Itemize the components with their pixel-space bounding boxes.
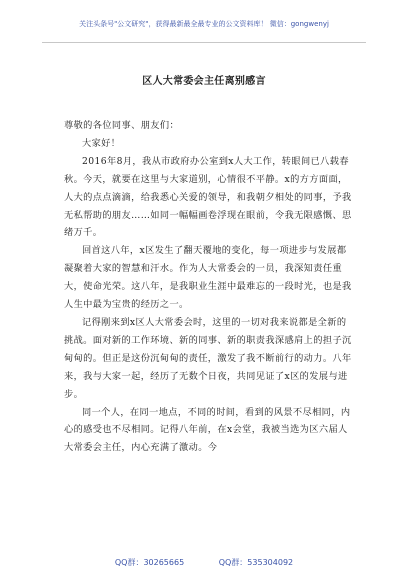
salutation: 尊敬的各位同事、朋友们： (64, 120, 180, 131)
footer (0, 557, 408, 568)
header-divider (42, 42, 366, 43)
greeting: 大家好！ (82, 137, 121, 149)
document-body (64, 117, 354, 457)
document-title: 区人大常委会主任离别感言 (142, 76, 266, 87)
header-notice: 关注头条号"公文研究"，获得最新最全最专业的公文资料库！ 微信：gongwenyj (79, 20, 329, 28)
footer-qq-group-2: QQ群：535304092 (218, 558, 294, 567)
paragraph-2: 回首这八年，x区发生了翻天覆地的变化，每一项进步与发展都凝聚着大家的智慧和汗水。作为人大常委会的一员，我深知责任重大，使命光荣。这八年，是我职业生涯中最难忘的一段时光，也是我人生中最为宝贵的经历之一。 (64, 245, 352, 311)
paragraph-3: 记得刚来到x区人大常委会时，这里的一切对我来说都是全新的挑战。面对新的工作环境、新的同事、新的职责我深感肩上的担子沉甸甸的。但正是这份沉甸甸的责任，激发了我不断前行的动力。八年来，我与大家一起，经历了无数个日夜，共同见证了x区的发展与进步。 (64, 316, 352, 400)
footer-qq-group-1: QQ群：30265665 (114, 558, 185, 567)
paragraph-1: 2016年8月，我从市政府办公室到x人大工作，转眼间已八载春秋。今天，就要在这里与大家道别，心情很不平静。x的方方面面，人大的点点滴滴，给我悉心关爱的领导，和我朝夕相处的同事，予我无私帮助的朋友……如同一幅幅画卷浮现在眼前，令我无限感慨、思绪万千。 (64, 155, 352, 239)
paragraph-4: 同一个人，在同一地点，不同的时间，看到的风景不尽相同，内心的感受也不尽相同。记得八年前，在x会堂，我被当选为区六届人大常委会主任，内心充满了激动。今 (64, 406, 351, 454)
